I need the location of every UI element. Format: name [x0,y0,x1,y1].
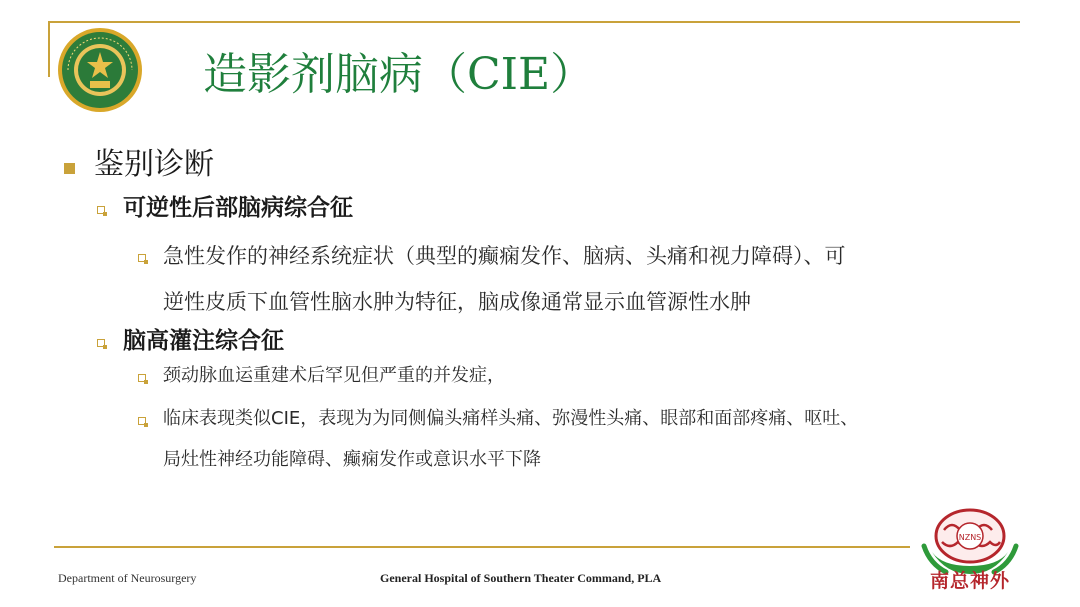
checkbox-bullet-icon [138,374,146,382]
pres-point-line2: 逆性皮质下血管性脑水肿为特征，脑成像通常显示血管源性水肿 [163,290,751,314]
bottom-divider [54,546,910,548]
chs-point-2-line2: 局灶性神经功能障碍、癫痫发作或意识水平下降 [163,449,541,470]
footer-department: Department of Neurosurgery [58,571,197,585]
top-divider [48,21,1020,23]
section-heading: 鉴别诊断 [94,147,214,182]
item-heading-chs: 脑高灌注综合征 [123,328,284,354]
logo-badge-text: NZNS [958,533,982,542]
left-divider [48,21,50,77]
section-bullet-icon [64,163,75,174]
item-heading-pres: 可逆性后部脑病综合征 [123,195,353,221]
chs-point-2-line1: 临床表现类似CIE，表现为为同侧偏头痛样头痛、弥漫性头痛、眼部和面部疼痛、呕吐、 [163,408,859,429]
checkbox-bullet-icon [138,417,146,425]
hospital-emblem-icon [54,26,146,114]
checkbox-bullet-icon [97,339,105,347]
pres-point-line1: 急性发作的神经系统症状（典型的癫痫发作、脑病、头痛和视力障碍）、可 [163,244,846,268]
logo-caption: 南总神外 [929,570,1010,592]
footer-hospital: General Hospital of Southern Theater Command, PLA [380,571,662,585]
chs-point-1: 颈动脉血运重建术后罕见但严重的并发症， [163,365,505,386]
checkbox-bullet-icon [97,206,105,214]
checkbox-bullet-icon [138,254,146,262]
slide-title: 造影剂脑病（CIE） [203,49,595,100]
